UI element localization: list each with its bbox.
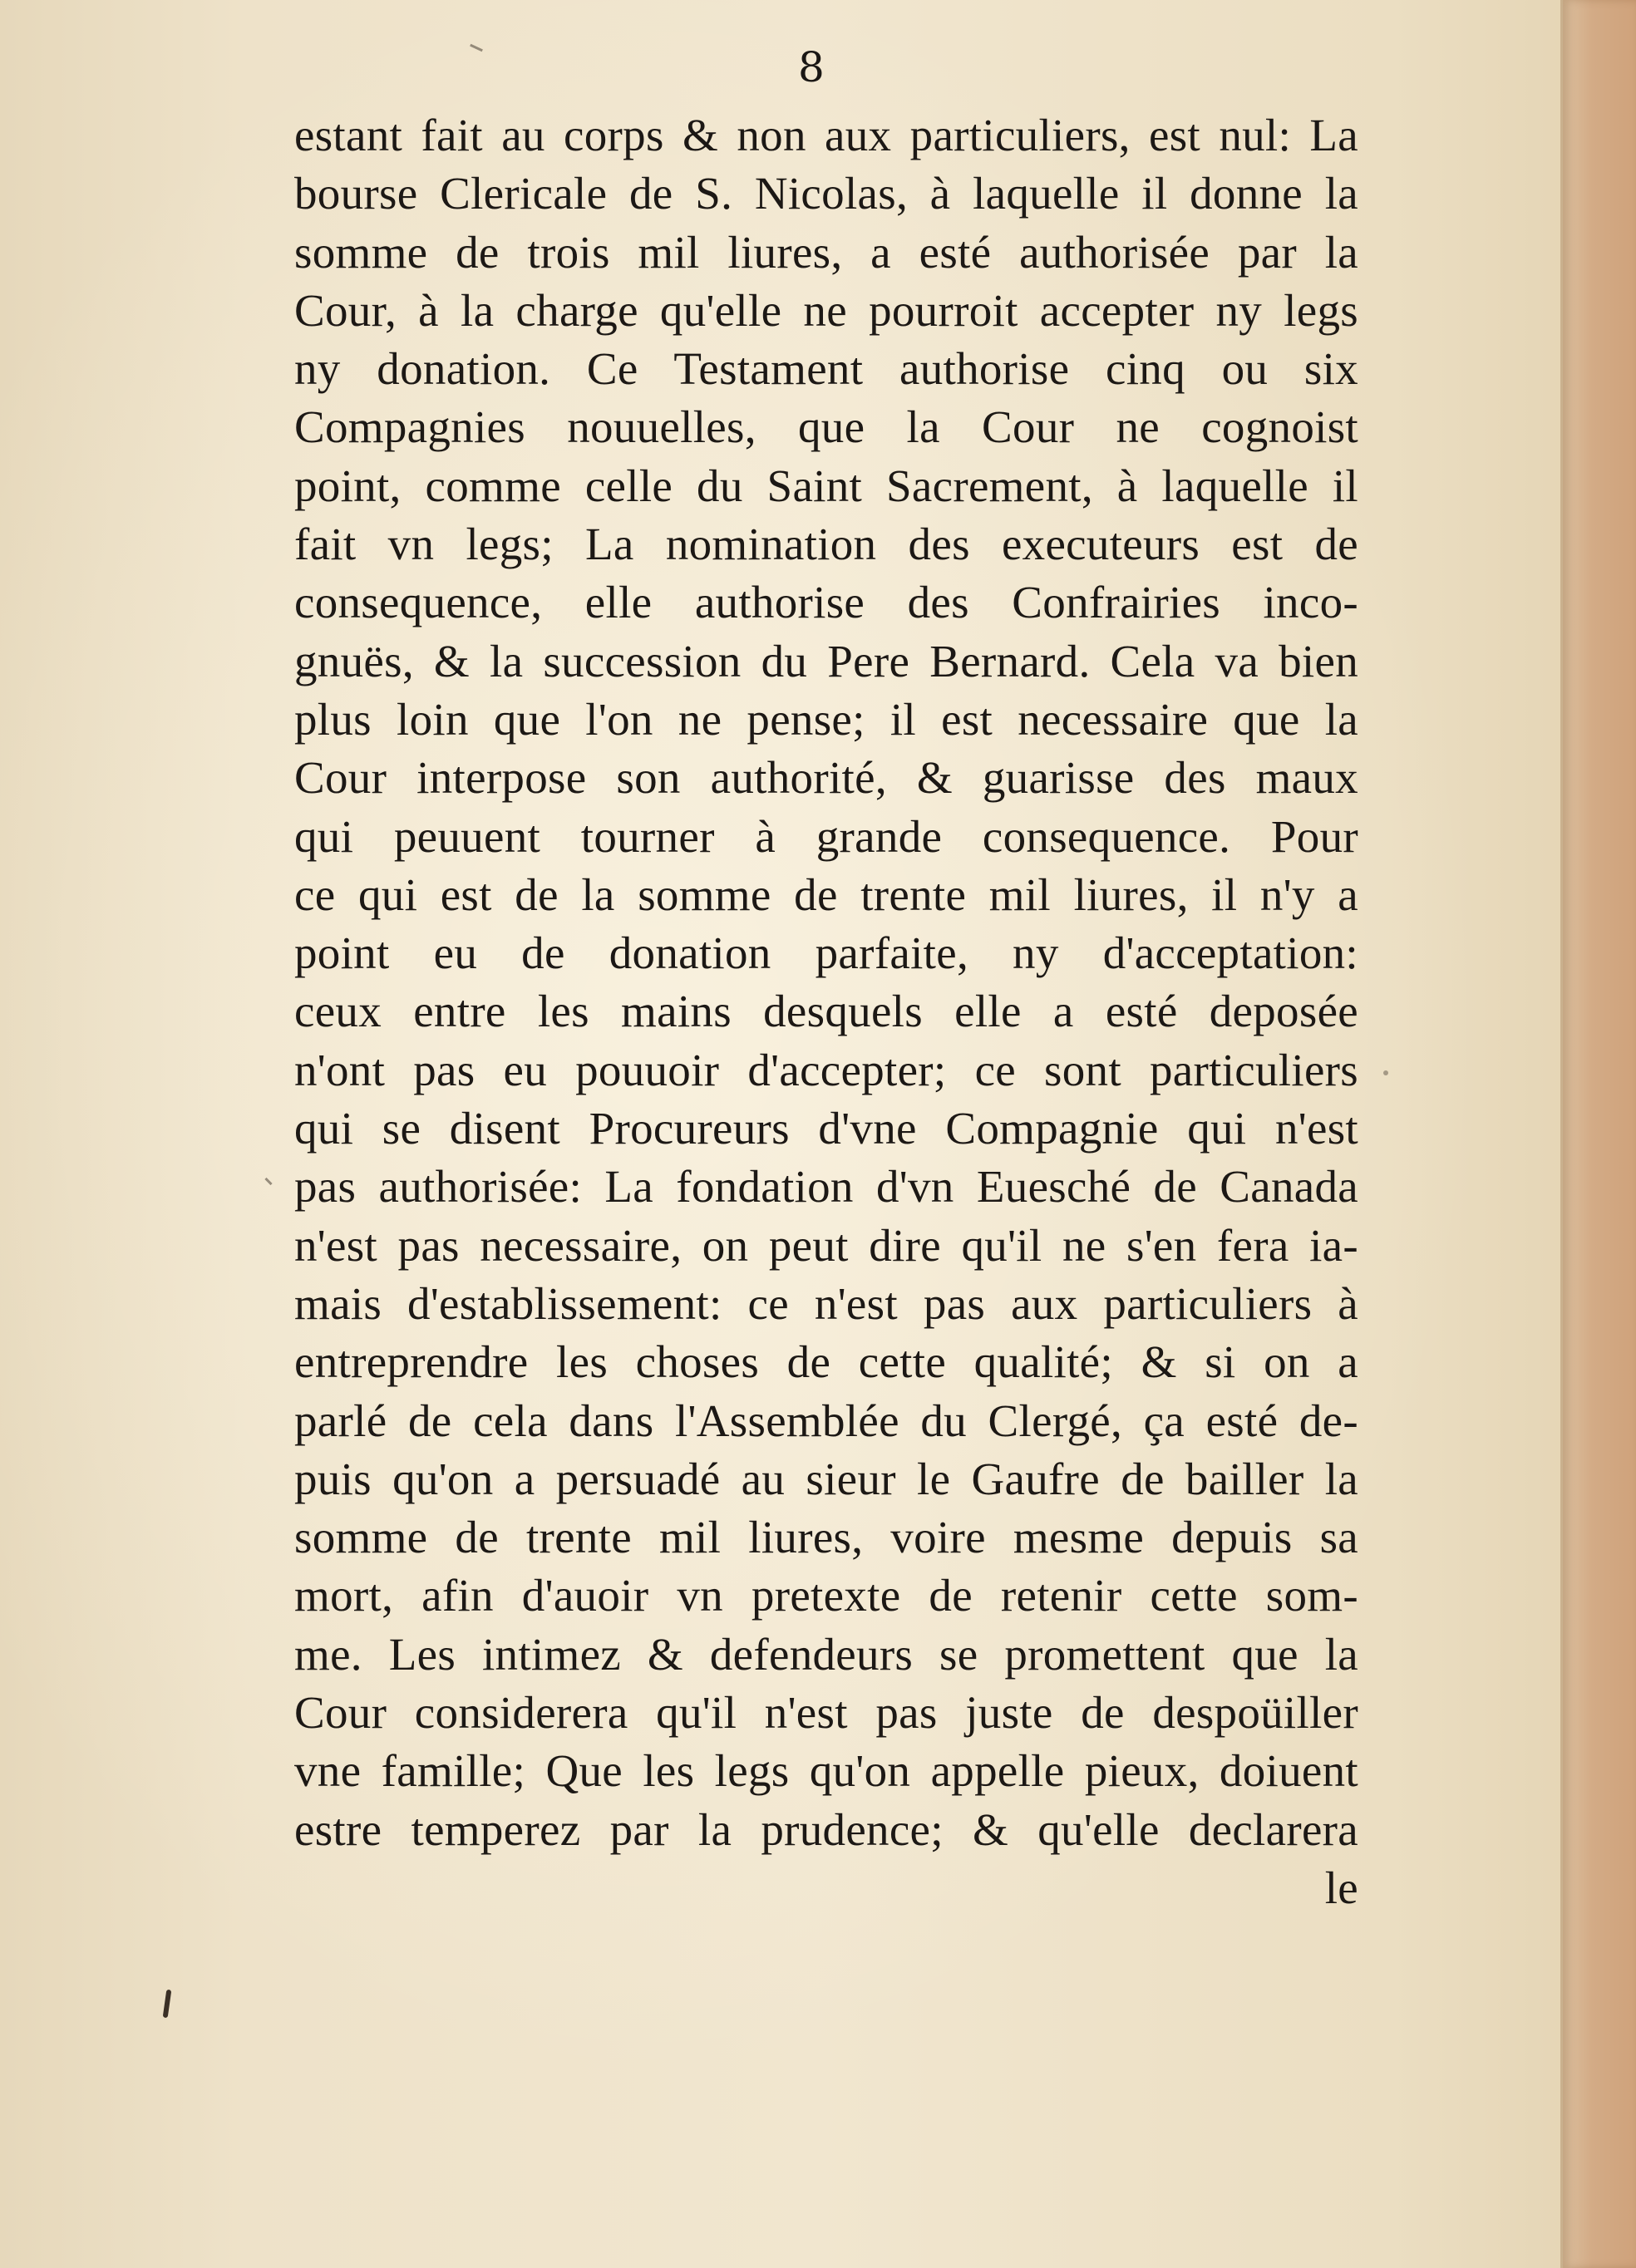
- page-fold-line: [1560, 0, 1563, 2268]
- ink-mark: [264, 1178, 272, 1185]
- text-line: fait vn legs; La nomination des executeurs est de: [294, 519, 1358, 570]
- text-line: pas authorisée: La fondation d'vn Euesché de Canada: [294, 1161, 1358, 1213]
- text-line: gnuës, & la succession du Pere Bernard. Cela va bien: [294, 635, 1358, 686]
- text-line: qui peuuent tourner à grande consequence. Pour: [294, 810, 1358, 862]
- text-line: consequence, elle authorise des Confrairies inco-: [294, 577, 1358, 628]
- text-line: mais d'establissement: ce n'est pas aux particuliers à: [294, 1277, 1358, 1329]
- page-edge: [1563, 0, 1636, 2268]
- text-line: bourse Clericale de S. Nicolas, à laquelle il donne la: [294, 168, 1358, 219]
- text-line: somme de trois mil liures, a esté authorisée par la: [294, 226, 1358, 278]
- text-line: Compagnies nouuelles, que la Cour ne cognoist: [294, 401, 1358, 453]
- text-line: Cour, à la charge qu'elle ne pourroit accepter ny legs: [294, 284, 1358, 336]
- text-line: parlé de cela dans l'Assemblée du Clergé, ça esté de-: [294, 1395, 1358, 1446]
- text-line: me. Les intimez & defendeurs se promettent que la: [294, 1628, 1358, 1680]
- text-line: puis qu'on a persuadé au sieur le Gaufre de bailler la: [294, 1453, 1358, 1504]
- text-line: ceux entre les mains desquels elle a esté deposée: [294, 986, 1358, 1037]
- text-line: n'ont pas eu pouuoir d'accepter; ce sont particuliers: [294, 1044, 1358, 1095]
- text-line: ny donation. Ce Testament authorise cinq ou six: [294, 343, 1358, 395]
- text-line: mort, afin d'auoir vn pretexte de retenir cette som-: [294, 1570, 1358, 1621]
- text-line: n'est pas necessaire, on peut dire qu'il ne s'en fera ia-: [294, 1219, 1358, 1271]
- ink-mark: [163, 1990, 172, 2019]
- text-line: estant fait au corps & non aux particuliers, est nul: La: [294, 110, 1358, 160]
- body-text: [294, 106, 1358, 1917]
- text-line: ce qui est de la somme de trente mil liures, il n'y a: [294, 868, 1358, 920]
- text-line: Cour considerera qu'il n'est pas juste de despoüiller: [294, 1687, 1358, 1739]
- text-line: Cour interpose son authorité, & guarisse des maux: [294, 752, 1358, 804]
- text-line: plus loin que l'on ne pense; il est necessaire que la: [294, 693, 1358, 745]
- text-line: somme de trente mil liures, voire mesme depuis sa: [294, 1512, 1358, 1563]
- catchword: le: [1324, 1862, 1358, 1913]
- text-line: qui se disent Procureurs d'vne Compagnie qui n'est: [294, 1103, 1358, 1154]
- text-line: entreprendre les choses de cette qualité; & si on a: [294, 1336, 1358, 1388]
- text-line: vne famille; Que les legs qu'on appelle pieux, doiuent: [294, 1745, 1358, 1797]
- text-line: estre temperez par la prudence; & qu'elle declarera: [294, 1803, 1358, 1855]
- text-line: point, comme celle du Saint Sacrement, à laquelle il: [294, 460, 1358, 511]
- ink-mark: [1383, 1070, 1388, 1075]
- text-line: point eu de donation parfaite, ny d'acceptation:: [294, 927, 1358, 979]
- page-number: 8: [798, 43, 825, 91]
- ink-mark: [470, 44, 483, 52]
